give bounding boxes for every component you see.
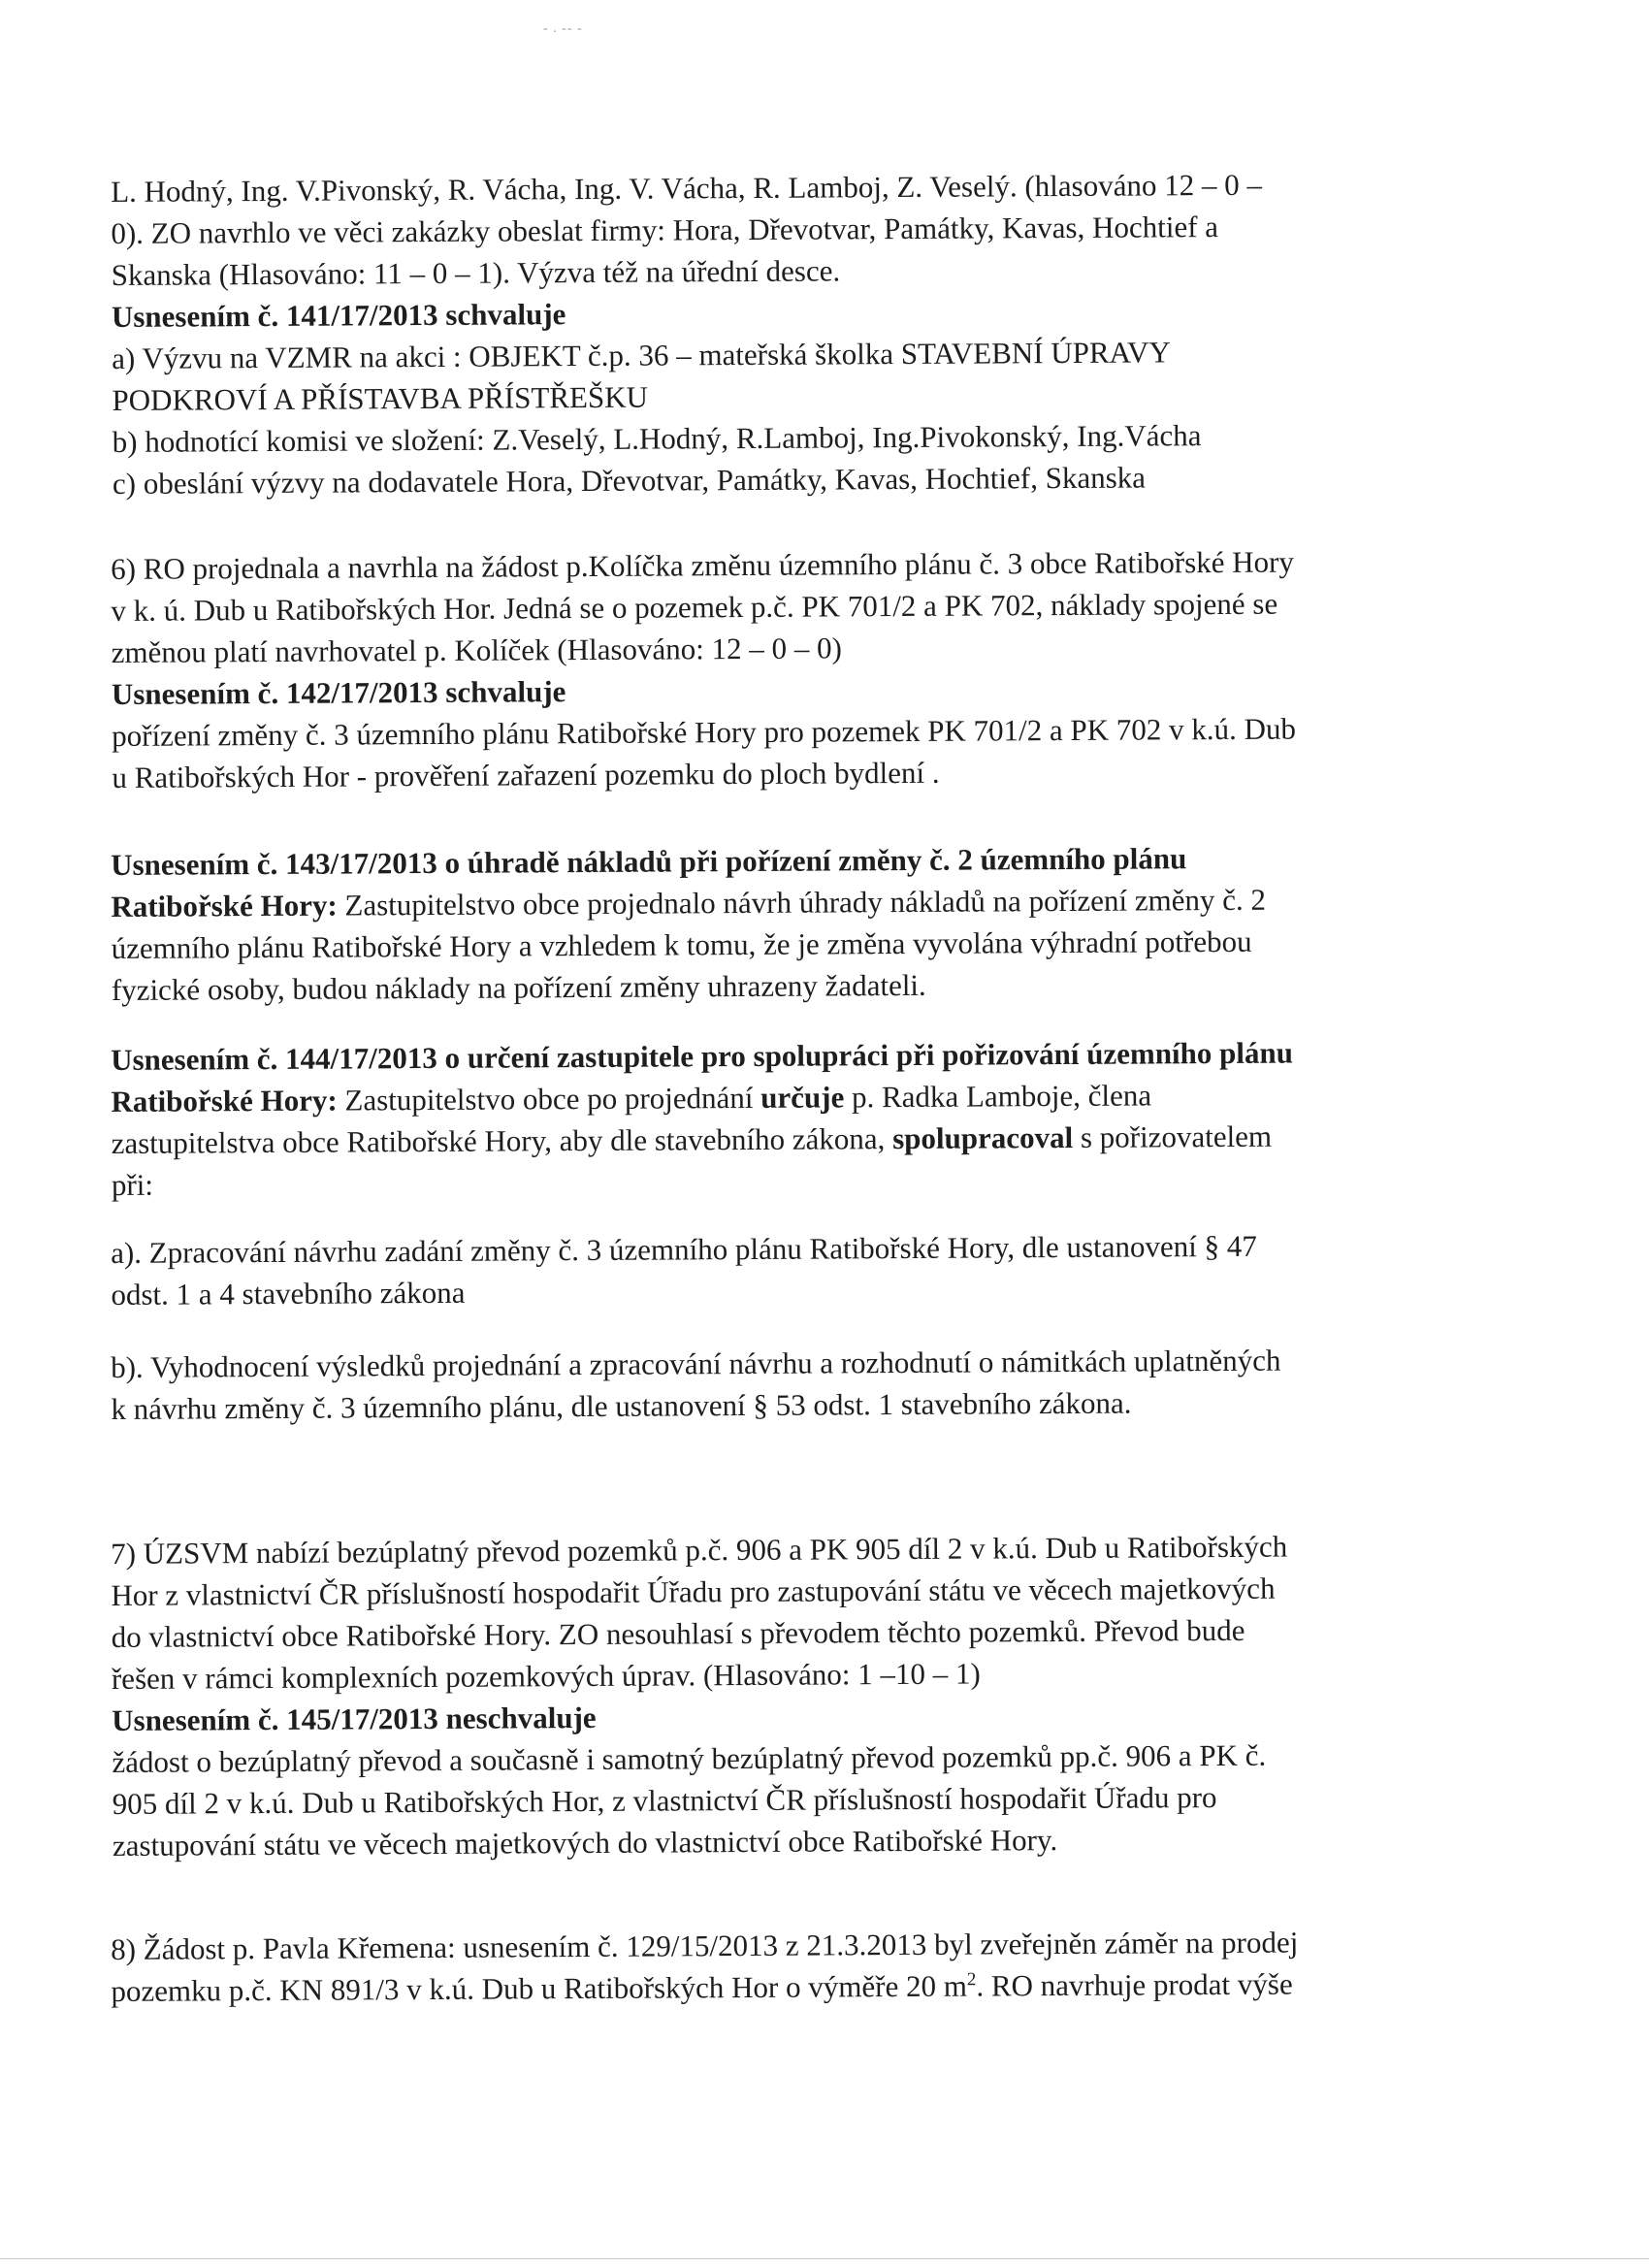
section-7-land-transfer [111, 1525, 1407, 1866]
text-span: zastupitelstva obce Ratibořské Hory, aby dle stavebního zákona, [111, 1121, 893, 1160]
text-line: Skanska (Hlasováno: 11 – 0 – 1). Výzva též na úřední desce. [111, 253, 841, 292]
text-line: řešen v rámci komplexních pozemkových úprav. (Hlasováno: 1 –10 – 1) [111, 1656, 981, 1696]
resolution-item-b: b) hodnotící komisi ve složení: Z.Veselý, L.Hodný, R.Lamboj, Ing.Pivokonský, Ing.Vácha [112, 418, 1202, 459]
resolution-heading-142: Usnesením č. 142/17/2013 schvaluje [111, 674, 566, 711]
section-resolution-144 [111, 1031, 1406, 1206]
text-line: L. Hodný, Ing. V.Pivonský, R. Vácha, Ing. V. Vácha, R. Lamboj, Z. Veselý. (hlasováno 12 – 0 – [111, 167, 1263, 209]
text-line [111, 1962, 1406, 2012]
text-line: a). Zpracování návrhu zadání změny č. 3 územního plánu Ratibořské Hory, dle ustanovení § 47 [111, 1228, 1257, 1270]
text-span: Zastupitelstvo obce po projednání [337, 1080, 761, 1118]
text-span: Zastupitelstvo obce projednalo návrh úhrady nákladů na pořízení změny č. 2 [337, 882, 1267, 923]
section-item-b-evaluation [111, 1339, 1406, 1430]
text-line: žádost o bezúplatný převod a současně i samotný bezúplatný převod pozemků pp.č. 906 a PK č. [112, 1737, 1267, 1779]
resolution-heading-143: Usnesením č. 143/17/2013 o úhradě nákladů při pořízení změny č. 2 územního plánu [111, 841, 1187, 882]
text-line: územního plánu Ratibořské Hory a vzhledem k tomu, že je změna vyvolána výhradní potřebou [111, 923, 1252, 965]
text-line: zastupování státu ve věcech majetkových do vlastnictví obce Ratibořské Hory. [112, 1823, 1058, 1863]
text-line: 0). ZO navrhlo ve věci zakázky obeslat firmy: Hora, Dřevotvar, Památky, Kavas, Hochtief a [111, 210, 1219, 250]
text-line: u Ratibořských Hor - prověření zařazení pozemku do ploch bydlení . [112, 755, 940, 794]
keyword-urcuje: určuje [760, 1080, 845, 1115]
scan-bottom-edge [0, 2258, 1649, 2259]
section-8-land-sale [111, 1921, 1406, 2012]
text-line: k návrhu změny č. 3 územního plánu, dle ustanovení § 53 odst. 1 stavebního zákona. [111, 1385, 1132, 1426]
resolution-item-c: c) obeslání výzvy na dodavatele Hora, Dřevotvar, Památky, Kavas, Hochtief, Skanska [112, 460, 1147, 501]
text-line: v k. ú. Dub u Ratibořských Hor. Jedná se o pozemek p.č. PK 701/2 a PK 702, náklady spojené se [111, 586, 1278, 628]
text-line: odst. 1 a 4 stavebního zákona [111, 1275, 466, 1312]
text-line [112, 1115, 1406, 1164]
text-line: 6) RO projednala a navrhla na žádost p.Kolíčka změnu územního plánu č. 3 obce Ratibořské Hory [111, 544, 1295, 586]
section-item-a-draft [111, 1224, 1406, 1315]
text-line: pořízení změny č. 3 územního plánu Ratibořské Hory pro pozemek PK 701/2 a PK 702 v k.ú. Dub [112, 711, 1297, 753]
text-line: 8) Žádost p. Pavla Křemena: usnesením č. 129/15/2013 z 21.3.2013 byl zveřejněn záměr na prodej [111, 1925, 1299, 1966]
resolution-subject: Ratibořské Hory: [111, 888, 338, 923]
resolution-heading-144: Usnesením č. 144/17/2013 o určení zastupitele pro spolupráci při pořizování územního plánu [111, 1035, 1294, 1077]
text-line: při: [111, 1167, 154, 1202]
resolution-heading-141: Usnesením č. 141/17/2013 schvaluje [111, 297, 566, 334]
text-line: do vlastnictví obce Ratibořské Hory. ZO nesouhlasí s převodem těchto pozemků. Převod bude [111, 1612, 1245, 1654]
text-line: b). Vyhodnocení výsledků projednání a zpracování návrhu a rozhodnutí o námitkách uplatněných [111, 1343, 1281, 1384]
section-6-zoning-change [111, 540, 1407, 798]
text-span: p. Radka Lamboje, člena [844, 1078, 1152, 1115]
text-line: změnou platí navrhovatel p. Kolíček (Hlasováno: 12 – 0 – 0) [111, 631, 843, 669]
keyword-spolupracoval: spolupracoval [892, 1119, 1074, 1156]
text-line: Hor z vlastnictví ČR příslušností hospodařit Úřadu pro zastupování státu ve věcech majetkových [111, 1571, 1276, 1612]
resolution-subject: Ratibořské Hory: [111, 1083, 338, 1118]
resolution-item-a-cont: PODKROVÍ A PŘÍSTAVBA PŘÍSTŘEŠKU [112, 379, 649, 417]
section-resolution-143 [111, 836, 1406, 1011]
text-span: pozemku p.č. KN 891/3 v k.ú. Dub u Ratibořských Hor o výměře 20 m [111, 1968, 968, 2008]
superscript: 2 [966, 1969, 977, 1991]
text-line: 7) ÚZSVM nabízí bezúplatný převod pozemků p.č. 906 a PK 905 díl 2 v k.ú. Dub u Ratibořských [111, 1529, 1288, 1571]
text-span: s pořizovatelem [1073, 1118, 1273, 1154]
text-span: . RO navrhuje prodat výše [976, 1966, 1293, 2003]
scan-artifact-mark: - . -- - [543, 21, 583, 36]
section-vzmr-vote [111, 163, 1407, 504]
text-line: 905 díl 2 v k.ú. Dub u Ratibořských Hor, z vlastnictví ČR příslušností hospodařit Úřadu pro [112, 1780, 1217, 1821]
resolution-heading-145: Usnesením č. 145/17/2013 neschvaluje [112, 1700, 597, 1737]
resolution-item-a: a) Výzvu na VZMR na akci : OBJEKT č.p. 36 – mateřská školka STAVEBNÍ ÚPRAVY [112, 335, 1171, 375]
text-line: fyzické osoby, budou náklady na pořízení změny uhrazeny žadateli. [111, 967, 926, 1007]
